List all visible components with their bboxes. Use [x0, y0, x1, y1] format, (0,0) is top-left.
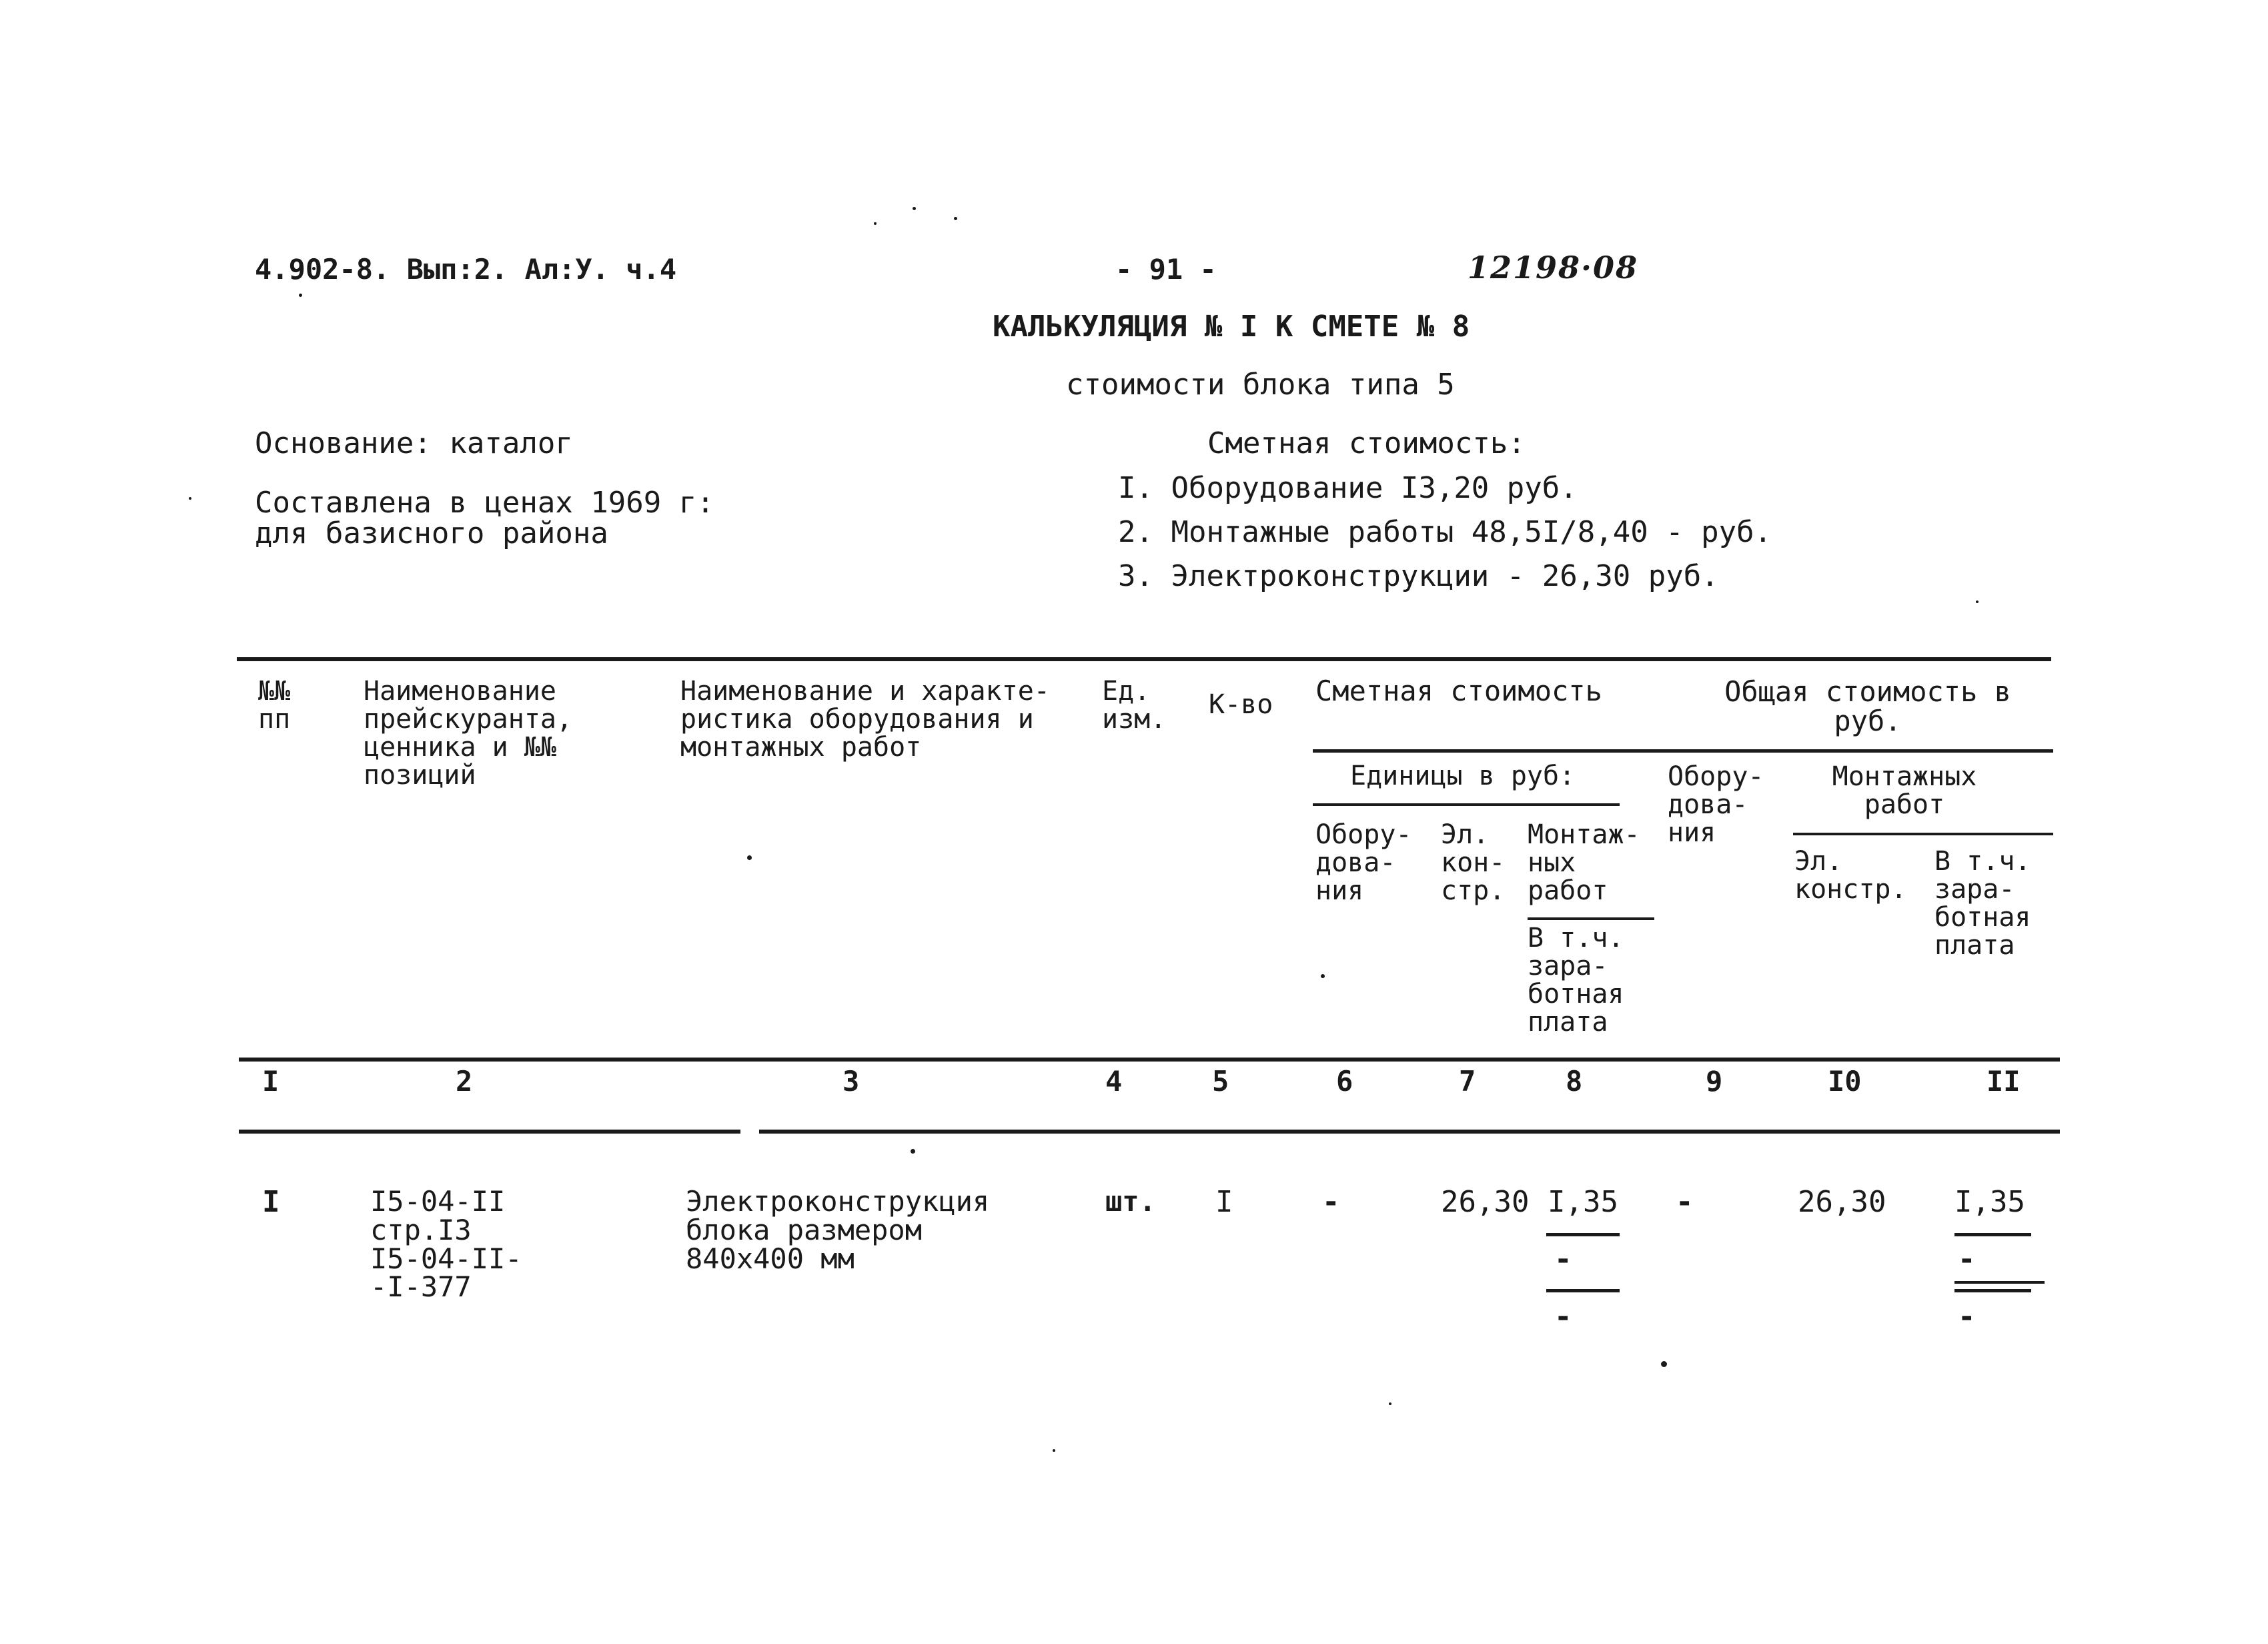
header-col8-installation: Монтаж- ных работ: [1528, 819, 1640, 906]
prices-year-line: Составлена в ценах 1969 г:: [255, 486, 714, 520]
series-reference: 4.902-8. Вып:2. Ал:У. ч.4: [255, 253, 677, 286]
row-pricelist: I5-04-II стр.I3 I5-04-II- -I-377: [370, 1185, 522, 1304]
header-col8-wages: В т.ч. зара- ботная плата: [1528, 923, 1624, 1038]
cell-underline: [1954, 1233, 2031, 1236]
scan-speck: [1321, 974, 1325, 978]
scan-speck: [747, 855, 752, 860]
basis-line: Основание: каталог: [255, 426, 573, 460]
scan-speck: [1661, 1361, 1667, 1367]
row-item-name: Электроконструкция блока размером 840х400 мм: [686, 1185, 990, 1275]
row-number: I: [262, 1185, 280, 1219]
header-unit: Ед. изм.: [1102, 676, 1167, 735]
row-unit: шт.: [1105, 1185, 1156, 1218]
header-pricelist: Наименование прейскуранта, ценника и №№ позиций: [364, 676, 573, 791]
handwritten-code: 12198·08: [1468, 250, 1639, 286]
header-total-cost: Общая стоимость в руб.: [1724, 675, 2011, 738]
estimate-heading: Сметная стоимость:: [1207, 426, 1526, 460]
row-el-constr-total: 26,30: [1798, 1185, 1886, 1219]
column-number: 8: [1566, 1065, 1583, 1098]
row-wages-total-extra: -: [1958, 1242, 1976, 1276]
estimate-item: 2. Монтажные работы 48,5I/8,40 - руб.: [1118, 515, 1772, 549]
row-wages-unit-extra: -: [1554, 1242, 1572, 1276]
header-col10-el-constr: Эл. констр.: [1794, 846, 1907, 905]
header-row-number: №№ пп: [258, 676, 291, 735]
scan-speck: [874, 222, 877, 225]
scan-speck: [911, 1149, 915, 1154]
page-number: - 91 -: [1115, 253, 1217, 286]
row-wages-unit-extra: -: [1554, 1300, 1572, 1334]
row-equipment-total: -: [1676, 1185, 1694, 1219]
header-bottom-rule: [239, 1058, 2060, 1062]
scan-speck: [1389, 1402, 1391, 1405]
header-col11-wages: В т.ч. зара- ботная плата: [1934, 846, 2031, 961]
cell-underline: [1546, 1289, 1620, 1292]
scan-speck: [1053, 1449, 1055, 1452]
column-number: 3: [842, 1065, 860, 1098]
row-equipment-unit: -: [1322, 1185, 1340, 1219]
header-subrule: [1313, 803, 1620, 806]
scan-speck: [1976, 600, 1978, 603]
column-number: I0: [1828, 1065, 1862, 1098]
row-wages-total: I,35: [1954, 1185, 2025, 1219]
scan-speck: [913, 207, 916, 210]
document-title: КАЛЬКУЛЯЦИЯ № I К СМЕТЕ № 8: [993, 310, 1470, 344]
numbers-bottom-rule: [759, 1130, 2060, 1134]
header-estimate-cost: Сметная стоимость: [1315, 675, 1602, 707]
header-subrule: [1793, 833, 2053, 835]
scan-speck: [954, 217, 957, 220]
base-region-line: для базисного района: [255, 516, 608, 550]
header-subrule: [1528, 917, 1654, 920]
column-number: 4: [1105, 1065, 1123, 1098]
cell-underline: [1954, 1289, 2031, 1292]
numbers-bottom-rule: [239, 1130, 740, 1134]
estimate-item: 3. Электроконструкции - 26,30 руб.: [1118, 559, 1719, 593]
column-number: 6: [1336, 1065, 1353, 1098]
column-number: I: [262, 1065, 279, 1098]
column-number: 9: [1706, 1065, 1723, 1098]
header-total-equipment: Обору- дова- ния: [1668, 761, 1764, 848]
row-wages-total-extra: -: [1958, 1300, 1976, 1334]
estimate-item: I. Оборудование I3,20 руб.: [1118, 471, 1578, 505]
cell-underline: [1954, 1281, 2045, 1284]
table-top-rule: [237, 657, 2051, 661]
column-number: 7: [1459, 1065, 1476, 1098]
header-quantity: К-во: [1209, 689, 1273, 720]
column-number: 2: [456, 1065, 473, 1098]
header-total-installation: Монтажных работ: [1832, 761, 1977, 820]
scan-speck: [189, 497, 191, 500]
header-item-name: Наименование и характе- ристика оборудования и монтажных работ: [680, 676, 1050, 763]
row-quantity: I: [1215, 1185, 1233, 1219]
header-col7-el-constr: Эл. кон- стр.: [1441, 819, 1506, 906]
column-number: II: [1987, 1065, 2021, 1098]
header-subrule: [1313, 749, 2053, 753]
header-unit-prices: Единицы в руб:: [1350, 761, 1576, 791]
column-number: 5: [1212, 1065, 1229, 1098]
scan-speck: [299, 294, 302, 297]
header-col6-equipment: Обору- дова- ния: [1315, 819, 1412, 906]
cell-underline: [1546, 1233, 1620, 1236]
row-el-constr-unit: 26,30: [1441, 1185, 1530, 1219]
document-subtitle: стоимости блока типа 5: [1066, 368, 1455, 402]
row-wages-unit: I,35: [1548, 1185, 1618, 1219]
